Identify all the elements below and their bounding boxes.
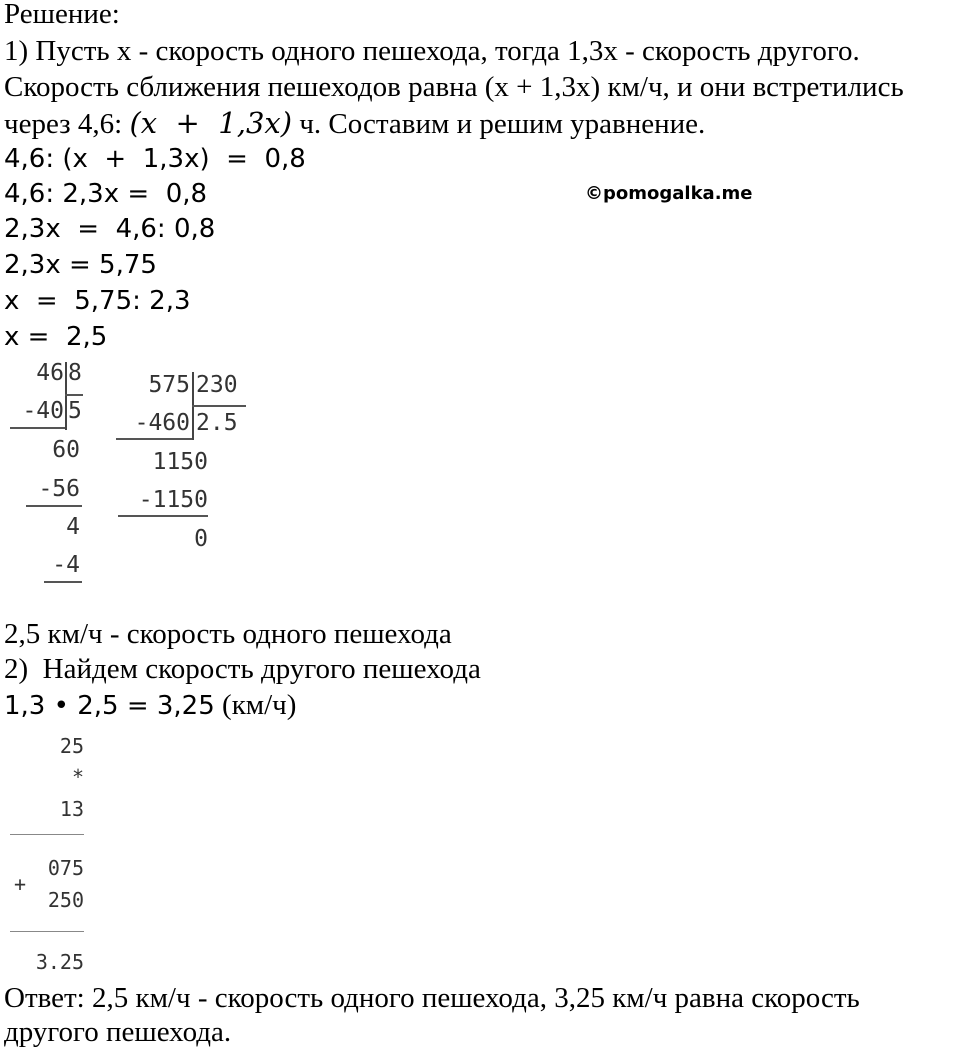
division1-rem2: 4: [66, 514, 80, 540]
division1-rem1: 60: [52, 437, 80, 463]
step1-line3-prefix: через 4,6:: [4, 108, 130, 140]
step2-title: 2) Найдем скорость другого пешехода: [4, 653, 481, 685]
result1: 2,5 км/ч - скорость одного пешехода: [4, 618, 452, 650]
division2-rem2: 0: [194, 526, 208, 552]
division1-sub1: -40: [22, 398, 64, 424]
mult-line1: [10, 834, 84, 835]
division2-underline1: [116, 438, 192, 440]
step2-expr: 1,3 • 2,5 = 3,25: [4, 691, 215, 721]
answer-line1: Ответ: 2,5 км/ч - скорость одного пешехода, 3,25 км/ч равна скорость: [4, 982, 860, 1014]
mult-b: 13: [59, 797, 84, 821]
step2-unit: (км/ч): [214, 689, 297, 721]
mult-p1: 075: [47, 856, 84, 880]
watermark: ©pomogalka.me: [585, 183, 753, 204]
division1-divisor-line: [65, 394, 83, 396]
mult-op: *: [71, 765, 84, 789]
step1-line2: Скорость сближения пешеходов равна (x + 1,3x) км/ч, и они встретились: [4, 71, 904, 103]
mult-line2: [10, 931, 84, 932]
division2-underline2: [118, 515, 208, 517]
division1-quotient: 5: [68, 398, 82, 424]
division2-rem1: 1150: [152, 449, 208, 475]
step1-line3: [4, 105, 705, 142]
step2-expression: [4, 687, 296, 724]
equation-1: 4,6: (x + 1,3x) = 0,8: [4, 144, 306, 174]
division2-sub2: -1150: [138, 487, 208, 513]
division1-underline1: [10, 427, 65, 429]
division1-underline2: [26, 505, 82, 507]
equation-3: 2,3x = 4,6: 0,8: [4, 214, 216, 244]
mult-a: 25: [59, 734, 84, 758]
mult-plus: +: [14, 872, 27, 896]
equation-5: x = 5,75: 2,3: [4, 286, 191, 316]
step1-line3-formula: (𝑥 + 1,3𝑥): [129, 106, 293, 140]
division1-dividend: 46: [36, 360, 64, 386]
mult-result: 3.25: [35, 950, 84, 974]
division1-sub3: -4: [52, 552, 80, 578]
division2-sub1: -460: [134, 410, 190, 436]
division1-divisor: 8: [68, 360, 82, 386]
answer-line2: другого пешехода.: [4, 1016, 232, 1048]
division1-vertical-bar: [65, 362, 67, 430]
mult-p2: 250: [47, 888, 84, 912]
division2-divisor: 230: [196, 372, 238, 398]
step1-line3-suffix: ч. Составим и решим уравнение.: [292, 108, 706, 140]
equation-2: 4,6: 2,3x = 0,8: [4, 179, 208, 209]
division2-dividend: 575: [148, 372, 190, 398]
step1-line1: 1) Пусть x - скорость одного пешехода, тогда 1,3x - скорость другого.: [4, 35, 860, 67]
equation-6: x = 2,5: [4, 322, 108, 352]
heading: Решение:: [4, 0, 120, 30]
division2-quotient: 2.5: [196, 410, 238, 436]
division2-divisor-line: [192, 405, 246, 407]
equation-4: 2,3x = 5,75: [4, 250, 157, 280]
division1-underline3: [44, 581, 82, 583]
division1-sub2: -56: [38, 476, 80, 502]
